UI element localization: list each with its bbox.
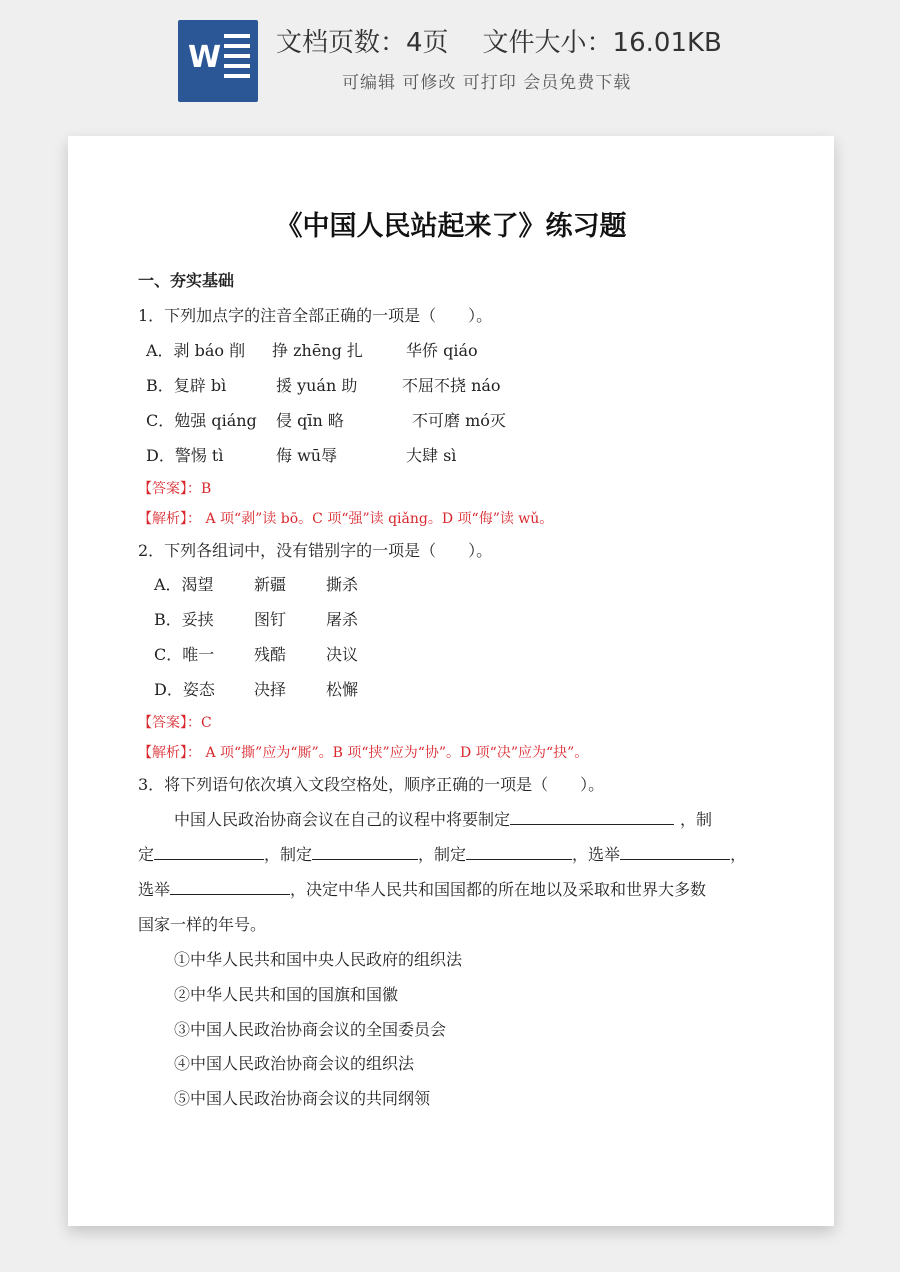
fill-blank-1 <box>510 810 674 825</box>
q3-item-1: ①中华人民共和国中央人民政府的组织法 <box>174 950 463 969</box>
q3-item-2: ②中华人民共和国的国旗和国徽 <box>174 985 399 1004</box>
fill-blank-6 <box>170 880 290 895</box>
file-size: 文件大小：16.01KB <box>482 28 722 58</box>
question-2-stem: 2．下列各组词中，没有错别字的一项是（ ）。 <box>138 541 493 560</box>
word-document-icon <box>178 20 258 102</box>
q2-answer: 【答案】：C <box>138 715 212 731</box>
q3-item-5: ⑤中国人民政治协商会议的共同纲领 <box>174 1089 431 1108</box>
q3-passage-line-4: 国家一样的年号。 <box>138 915 267 934</box>
document-meta-line <box>276 22 722 59</box>
q1-answer: 【答案】：B <box>138 481 212 497</box>
q3-passage-line-1: 中国人民政治协商会议在自己的议程中将要制定 ，制 <box>174 810 713 829</box>
page-count: 文档页数：4页 <box>276 28 449 58</box>
q1-analysis: 【解析】： A 项“剥”读 bō。C 项“强”读 qiǎng。D 项“侮”读 wǔ。 <box>138 511 554 527</box>
document-title: 《中国人民站起来了》练习题 <box>275 211 627 242</box>
fill-blank-4 <box>466 845 572 860</box>
document-page: 《中国人民站起来了》练习题 一、夯实基础 1．下列加点字的注音全部正确的一项是（ ）。 A．剥 báo 削 挣 zhēng 扎 华侨 qiáo B．复辟 bì 援 yuán 助 不屈不挠 náo C．勉强 qiáng 侵 qīn 略 不可磨 mó灭 D．警惕 tì 侮 wū辱 大肆 sì 【答案】：B 【解析】： A 项“剥”读 bō。C 项“强”读 qiǎng。D 项“侮”读 wǔ。 2．下列各组词中，没有错别字的一项是（ ）。 A．渴望 新疆 撕杀 B．妥挟 图钉 屠杀 C．唯一 残酷 决议 D．姿态 决择 松懈 【答案】：C 【解析】： A 项“撕”应为“厮”。B 项“挟”应为“协”。D 项“决”应为“抉”。 3．将下列语句依次填入文段空格处，顺序正确的一项是（ ）。 中国人民政治协商会议在自己的议程中将要制定 ，制 定 ，制定 ，制定 ，选举 ， 选举 ，决定中华人民共和国国都的所在地以及采取和世界大多数 国家一样的年号。 ①中华人民共和国中央人民政府的组织法 ②中华人民共和国的国旗和国徽 ③中国人民政治协商会议的全国委员会 ④中国人民政治协商会议的组织法 ⑤中国人民政治协商会议的共同纲领 <box>68 136 834 1226</box>
fill-blank-2 <box>154 845 264 860</box>
q3-passage-line-2: 定 ，制定 ，制定 ，选举 ， <box>138 845 747 864</box>
question-1-stem: 1．下列加点字的注音全部正确的一项是（ ）。 <box>138 306 493 325</box>
q3-item-3: ③中国人民政治协商会议的全国委员会 <box>174 1020 447 1039</box>
question-3-stem: 3．将下列语句依次填入文段空格处，顺序正确的一项是（ ）。 <box>138 775 605 794</box>
section-heading: 一、夯实基础 <box>138 271 235 290</box>
q3-passage-line-3: 选举 ，决定中华人民共和国国都的所在地以及采取和世界大多数 <box>138 880 707 899</box>
fill-blank-5 <box>620 845 730 860</box>
q3-item-4: ④中国人民政治协商会议的组织法 <box>174 1054 415 1073</box>
fill-blank-3 <box>312 845 418 860</box>
word-icon-letter: W <box>188 40 222 75</box>
document-features: 可编辑 可修改 可打印 会员免费下载 <box>342 73 632 93</box>
q2-analysis: 【解析】： A 项“撕”应为“厮”。B 项“挟”应为“协”。D 项“决”应为“抉”。 <box>138 745 589 761</box>
document-info-header <box>0 0 900 120</box>
